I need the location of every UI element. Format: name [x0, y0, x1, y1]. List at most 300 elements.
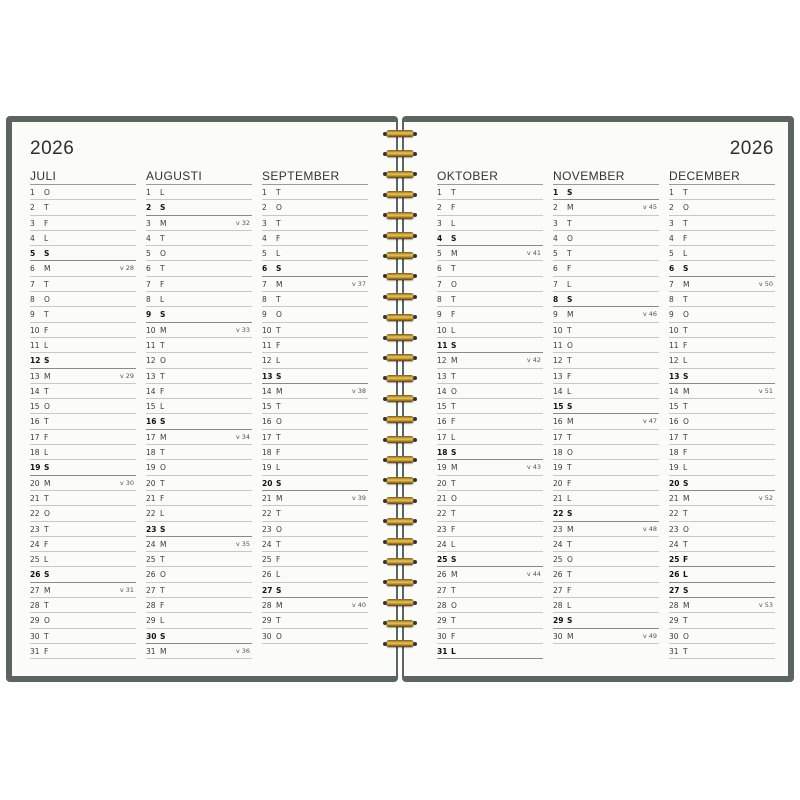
day-number: 16 — [146, 417, 157, 427]
day-row[interactable] — [30, 216, 136, 231]
day-row[interactable] — [669, 292, 775, 307]
day-row[interactable] — [437, 246, 543, 261]
day-number: 17 — [146, 432, 156, 442]
day-number: 26 — [669, 570, 680, 580]
day-number: 7 — [437, 279, 442, 289]
weekday-letter: F — [160, 493, 165, 503]
day-row[interactable] — [262, 216, 368, 231]
weekday-letter: T — [451, 188, 456, 197]
day-row[interactable] — [262, 583, 368, 598]
day-row[interactable] — [30, 414, 136, 429]
day-row[interactable] — [669, 338, 775, 353]
day-row[interactable] — [669, 537, 775, 552]
day-row[interactable] — [553, 338, 659, 353]
day-row[interactable] — [437, 185, 543, 200]
day-row[interactable] — [669, 613, 775, 628]
day-row[interactable] — [437, 307, 543, 322]
weekday-letter: M — [44, 585, 51, 595]
day-number: 3 — [437, 218, 442, 228]
day-row[interactable] — [553, 506, 659, 521]
punch-hole — [383, 356, 387, 360]
day-row[interactable] — [30, 491, 136, 506]
day-row[interactable] — [146, 567, 252, 582]
day-row[interactable] — [30, 353, 136, 368]
day-row[interactable] — [669, 522, 775, 537]
day-row[interactable] — [262, 567, 368, 582]
day-row[interactable] — [553, 200, 659, 215]
day-row[interactable] — [30, 323, 136, 338]
weekday-letter: M — [160, 432, 167, 442]
day-row[interactable] — [553, 430, 659, 445]
day-number: 11 — [146, 340, 156, 350]
day-row[interactable] — [262, 200, 368, 215]
day-row[interactable] — [437, 460, 543, 475]
day-row[interactable] — [669, 476, 775, 491]
day-row[interactable] — [146, 261, 252, 276]
week-number: v 30 — [119, 478, 134, 487]
day-row[interactable] — [262, 399, 368, 414]
weekday-letter: S — [567, 509, 573, 519]
day-row[interactable] — [146, 399, 252, 414]
day-row[interactable] — [262, 476, 368, 491]
weekday-letter: O — [160, 249, 166, 259]
day-row[interactable] — [262, 369, 368, 384]
day-row[interactable] — [553, 307, 659, 322]
day-row[interactable] — [30, 629, 136, 644]
weekday-letter: O — [276, 203, 282, 213]
day-row[interactable] — [437, 552, 543, 567]
week-number: v 44 — [526, 570, 541, 579]
day-row[interactable] — [146, 277, 252, 292]
day-number: 26 — [262, 570, 272, 580]
day-row[interactable] — [30, 522, 136, 537]
day-row[interactable] — [146, 430, 252, 445]
day-number: 25 — [30, 555, 40, 565]
day-row[interactable] — [30, 460, 136, 475]
day-number: 16 — [669, 417, 679, 427]
day-row[interactable] — [262, 292, 368, 307]
day-row[interactable] — [437, 384, 543, 399]
day-row[interactable] — [146, 552, 252, 567]
day-row[interactable] — [146, 583, 252, 598]
spiral-ring — [386, 538, 414, 545]
day-number: 3 — [30, 218, 35, 228]
day-row[interactable] — [553, 277, 659, 292]
day-row[interactable] — [437, 353, 543, 368]
day-row[interactable] — [30, 231, 136, 246]
day-number: 11 — [262, 340, 272, 350]
day-row[interactable] — [262, 307, 368, 322]
day-number: 21 — [30, 493, 40, 503]
day-row[interactable] — [669, 491, 775, 506]
day-row[interactable] — [146, 246, 252, 261]
day-row[interactable] — [669, 277, 775, 292]
day-row[interactable] — [146, 185, 252, 200]
day-row[interactable] — [146, 644, 252, 659]
day-row[interactable] — [146, 476, 252, 491]
day-row[interactable] — [669, 567, 775, 582]
day-row[interactable] — [669, 231, 775, 246]
day-number: 3 — [262, 218, 267, 228]
day-number: 4 — [30, 233, 35, 243]
day-row[interactable] — [30, 567, 136, 582]
punch-hole — [383, 499, 387, 503]
day-row[interactable] — [437, 445, 543, 460]
day-row[interactable] — [669, 399, 775, 414]
day-row[interactable] — [437, 491, 543, 506]
weekday-letter: M — [683, 601, 690, 611]
day-row[interactable] — [437, 430, 543, 445]
punch-hole — [413, 478, 417, 482]
day-number: 12 — [437, 356, 447, 366]
weekday-letter: L — [451, 218, 456, 228]
day-row[interactable] — [262, 246, 368, 261]
day-number: 3 — [146, 218, 151, 228]
day-number: 28 — [146, 601, 156, 611]
day-row[interactable] — [553, 583, 659, 598]
day-number: 5 — [437, 249, 442, 259]
weekday-letter: L — [451, 539, 456, 549]
day-row[interactable] — [30, 476, 136, 491]
day-row[interactable] — [553, 552, 659, 567]
day-row[interactable] — [437, 414, 543, 429]
day-row[interactable] — [437, 644, 543, 659]
day-row[interactable] — [262, 445, 368, 460]
day-row[interactable] — [553, 369, 659, 384]
day-row[interactable] — [553, 246, 659, 261]
weekday-letter: L — [567, 386, 572, 396]
week-number: v 48 — [642, 524, 657, 533]
day-row[interactable] — [669, 583, 775, 598]
day-number: 23 — [553, 524, 563, 534]
day-row[interactable] — [146, 537, 252, 552]
day-number: 7 — [30, 279, 35, 289]
day-row[interactable] — [146, 231, 252, 246]
day-row[interactable] — [553, 537, 659, 552]
day-number: 19 — [30, 463, 41, 473]
day-number: 10 — [669, 325, 679, 335]
day-row[interactable] — [146, 414, 252, 429]
day-row[interactable] — [669, 445, 775, 460]
day-row[interactable] — [30, 583, 136, 598]
day-row[interactable] — [553, 629, 659, 644]
day-row[interactable] — [437, 200, 543, 215]
day-row[interactable] — [146, 384, 252, 399]
week-number: v 42 — [526, 356, 541, 365]
day-row[interactable] — [553, 460, 659, 475]
day-row[interactable] — [262, 430, 368, 445]
day-row[interactable] — [437, 522, 543, 537]
day-row[interactable] — [262, 506, 368, 521]
day-row[interactable] — [262, 414, 368, 429]
day-row[interactable] — [30, 369, 136, 384]
weekday-letter: S — [160, 417, 166, 427]
day-row[interactable] — [437, 261, 543, 276]
day-row[interactable] — [262, 231, 368, 246]
weekday-letter: T — [451, 295, 456, 305]
day-row[interactable] — [437, 338, 543, 353]
day-row[interactable] — [669, 353, 775, 368]
day-row[interactable] — [146, 369, 252, 384]
weekday-letter: S — [567, 295, 573, 305]
day-number: 13 — [262, 371, 273, 381]
day-row[interactable] — [262, 353, 368, 368]
weekday-letter: M — [44, 264, 51, 274]
spiral-ring — [386, 558, 414, 565]
day-row[interactable] — [146, 460, 252, 475]
day-row[interactable] — [146, 445, 252, 460]
month-name: NOVEMBER — [553, 170, 659, 185]
day-row[interactable] — [146, 200, 252, 215]
weekday-letter: L — [276, 570, 281, 580]
day-row[interactable] — [669, 369, 775, 384]
spiral-ring — [386, 191, 414, 198]
day-row[interactable] — [553, 445, 659, 460]
day-row[interactable] — [553, 353, 659, 368]
day-row[interactable] — [146, 323, 252, 338]
spiral-ring — [386, 395, 414, 402]
weekday-letter: T — [567, 218, 572, 228]
day-number: 28 — [437, 601, 447, 611]
day-row[interactable] — [262, 460, 368, 475]
day-row[interactable] — [553, 384, 659, 399]
weekday-letter: T — [44, 601, 49, 611]
day-row[interactable] — [146, 629, 252, 644]
day-row[interactable] — [437, 476, 543, 491]
weekday-letter: L — [451, 325, 456, 335]
day-number: 2 — [437, 203, 442, 213]
weekday-letter: L — [160, 295, 165, 305]
day-row[interactable] — [30, 613, 136, 628]
day-number: 1 — [437, 188, 442, 197]
day-number: 31 — [30, 646, 40, 656]
weekday-letter: L — [276, 249, 281, 259]
spiral-ring — [386, 334, 414, 341]
day-row[interactable] — [553, 598, 659, 613]
day-row[interactable] — [262, 338, 368, 353]
day-row[interactable] — [146, 292, 252, 307]
day-row[interactable] — [146, 353, 252, 368]
day-row[interactable] — [553, 476, 659, 491]
weekday-letter: M — [683, 386, 690, 396]
day-row[interactable] — [262, 491, 368, 506]
day-row[interactable] — [553, 491, 659, 506]
day-number: 10 — [262, 325, 272, 335]
day-row[interactable] — [437, 613, 543, 628]
day-row[interactable] — [146, 338, 252, 353]
day-row[interactable] — [262, 384, 368, 399]
day-row[interactable] — [30, 261, 136, 276]
day-number: 22 — [30, 509, 40, 519]
day-number: 28 — [30, 601, 40, 611]
weekday-letter: O — [44, 188, 50, 197]
day-number: 12 — [553, 356, 563, 366]
day-row[interactable] — [262, 537, 368, 552]
day-row[interactable] — [553, 567, 659, 582]
day-row[interactable] — [146, 613, 252, 628]
day-row[interactable] — [437, 216, 543, 231]
day-row[interactable] — [669, 460, 775, 475]
day-row[interactable] — [262, 261, 368, 276]
day-row[interactable] — [553, 399, 659, 414]
weekday-letter: F — [451, 310, 456, 320]
day-row[interactable] — [437, 277, 543, 292]
month-name: DECEMBER — [669, 170, 775, 185]
day-number: 30 — [262, 631, 272, 641]
day-row[interactable] — [669, 430, 775, 445]
month-name: AUGUSTI — [146, 170, 252, 185]
day-row[interactable] — [30, 598, 136, 613]
day-number: 9 — [30, 310, 35, 320]
punch-hole — [413, 458, 417, 462]
weekday-letter: L — [683, 356, 688, 366]
day-row[interactable] — [30, 644, 136, 659]
day-row[interactable] — [669, 200, 775, 215]
day-row[interactable] — [553, 231, 659, 246]
day-row[interactable] — [437, 399, 543, 414]
day-row[interactable] — [669, 216, 775, 231]
weekday-letter: O — [276, 524, 282, 534]
day-number: 12 — [262, 356, 272, 366]
day-number: 23 — [669, 524, 679, 534]
day-row[interactable] — [146, 522, 252, 537]
day-row[interactable] — [30, 246, 136, 261]
day-number: 27 — [146, 585, 156, 595]
day-number: 26 — [437, 570, 447, 580]
day-row[interactable] — [553, 414, 659, 429]
day-row[interactable] — [30, 292, 136, 307]
spiral-ring — [386, 273, 414, 280]
day-number: 24 — [262, 539, 272, 549]
spiral-ring — [386, 620, 414, 627]
day-number: 25 — [262, 555, 272, 565]
day-row[interactable] — [669, 506, 775, 521]
day-number: 29 — [262, 616, 272, 626]
day-row[interactable] — [30, 430, 136, 445]
day-row[interactable] — [669, 246, 775, 261]
day-row[interactable] — [437, 537, 543, 552]
day-row[interactable] — [30, 338, 136, 353]
day-row[interactable] — [30, 200, 136, 215]
punch-hole — [413, 132, 417, 136]
day-row[interactable] — [553, 216, 659, 231]
day-row[interactable] — [553, 185, 659, 200]
day-row[interactable] — [262, 598, 368, 613]
day-row[interactable] — [146, 506, 252, 521]
day-row[interactable] — [262, 629, 368, 644]
day-row[interactable] — [553, 292, 659, 307]
day-number: 18 — [669, 448, 679, 458]
day-row[interactable] — [30, 506, 136, 521]
day-row[interactable] — [553, 522, 659, 537]
day-row[interactable] — [30, 552, 136, 567]
day-row[interactable] — [669, 644, 775, 659]
weekday-letter: M — [44, 478, 51, 488]
day-row[interactable] — [669, 629, 775, 644]
weekday-letter: T — [160, 555, 165, 565]
day-row[interactable] — [669, 323, 775, 338]
day-number: 18 — [146, 448, 156, 458]
weekday-letter: T — [683, 188, 688, 197]
weekday-letter: L — [683, 570, 688, 580]
day-row[interactable] — [553, 323, 659, 338]
day-number: 15 — [553, 402, 564, 412]
day-row[interactable] — [669, 598, 775, 613]
day-row[interactable] — [30, 399, 136, 414]
day-number: 24 — [146, 539, 156, 549]
day-row[interactable] — [30, 277, 136, 292]
day-number: 14 — [262, 386, 272, 396]
day-row[interactable] — [437, 369, 543, 384]
day-row[interactable] — [437, 598, 543, 613]
weekday-letter: F — [683, 555, 689, 565]
day-number: 29 — [553, 616, 564, 626]
day-row[interactable] — [437, 292, 543, 307]
day-number: 2 — [146, 203, 152, 213]
day-row[interactable] — [30, 384, 136, 399]
day-row[interactable] — [437, 506, 543, 521]
day-row[interactable] — [30, 445, 136, 460]
day-row[interactable] — [669, 414, 775, 429]
day-row[interactable] — [669, 384, 775, 399]
day-row[interactable] — [437, 629, 543, 644]
day-row[interactable] — [262, 277, 368, 292]
day-number: 4 — [262, 233, 267, 243]
day-row[interactable] — [262, 522, 368, 537]
day-row[interactable] — [262, 323, 368, 338]
day-row[interactable] — [146, 216, 252, 231]
day-row[interactable] — [553, 613, 659, 628]
day-number: 12 — [669, 356, 679, 366]
day-row[interactable] — [262, 613, 368, 628]
day-number: 12 — [30, 356, 41, 366]
day-row[interactable] — [669, 307, 775, 322]
day-number: 4 — [437, 233, 443, 243]
day-row[interactable] — [262, 552, 368, 567]
day-number: 16 — [30, 417, 40, 427]
day-row[interactable] — [30, 185, 136, 200]
day-row[interactable] — [669, 185, 775, 200]
day-number: 4 — [669, 233, 674, 243]
day-number: 13 — [30, 371, 40, 381]
day-row[interactable] — [553, 261, 659, 276]
day-number: 9 — [437, 310, 442, 320]
punch-hole — [383, 152, 387, 156]
day-row[interactable] — [30, 537, 136, 552]
day-row[interactable] — [669, 261, 775, 276]
day-row[interactable] — [146, 307, 252, 322]
punch-hole — [383, 642, 387, 646]
day-row[interactable] — [669, 552, 775, 567]
day-number: 14 — [146, 386, 156, 396]
day-row[interactable] — [437, 231, 543, 246]
week-number: v 32 — [235, 218, 250, 227]
day-number: 19 — [553, 463, 563, 473]
day-number: 5 — [553, 249, 558, 259]
day-number: 2 — [262, 203, 267, 213]
spiral-ring — [386, 640, 414, 647]
day-row[interactable] — [146, 598, 252, 613]
day-row[interactable] — [437, 583, 543, 598]
day-number: 25 — [437, 555, 448, 565]
day-row[interactable] — [146, 491, 252, 506]
spiral-binding — [380, 126, 420, 666]
day-row[interactable] — [30, 307, 136, 322]
day-row[interactable] — [437, 567, 543, 582]
day-row[interactable] — [437, 323, 543, 338]
day-row[interactable] — [262, 185, 368, 200]
month-column-augusti — [146, 170, 252, 659]
